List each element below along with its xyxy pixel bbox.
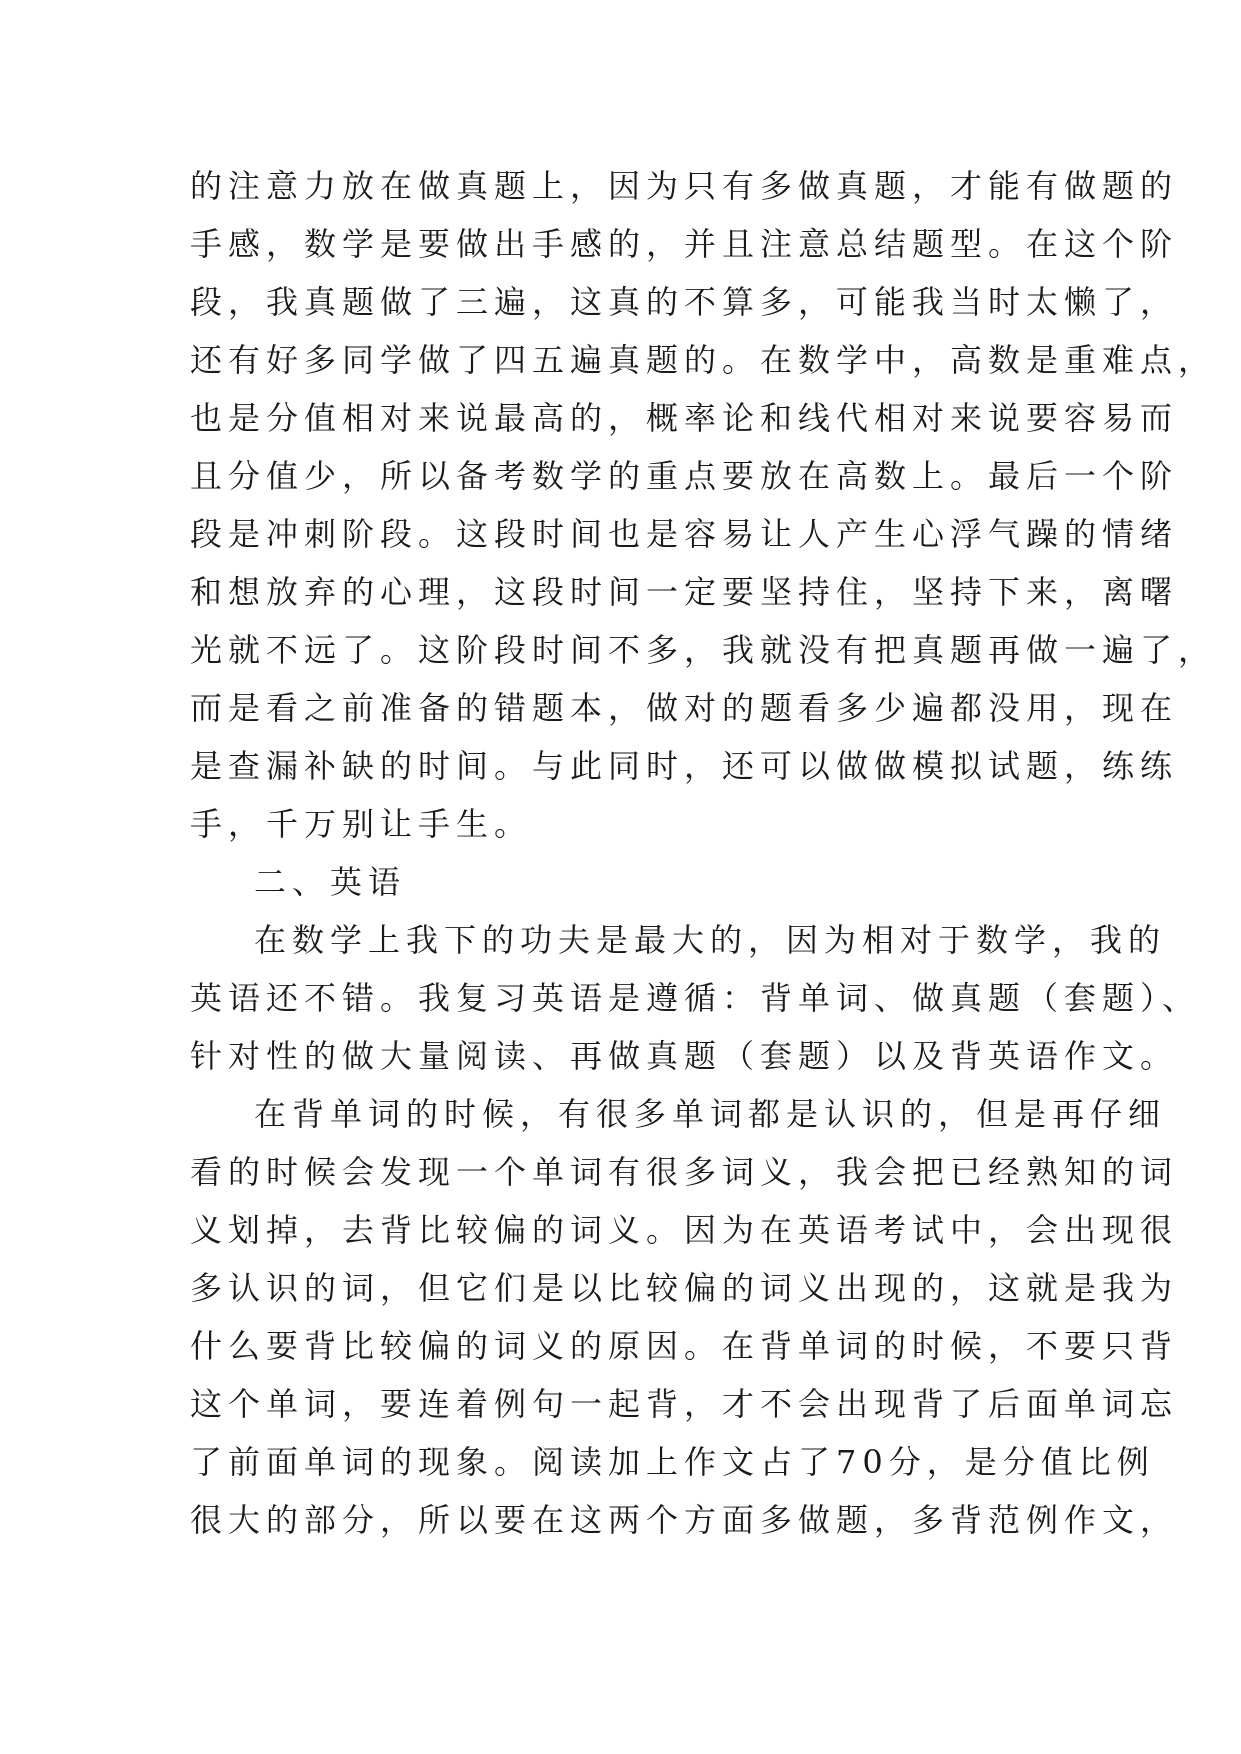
text-line: 英语还不错。我复习英语是遵循：背单词、做真题（套题）、	[190, 979, 1201, 1017]
text-line: 什么要背比较偏的词义的原因。在背单词的时候，不要只背	[190, 1327, 1179, 1365]
text-line: 和想放弃的心理，这段时间一定要坚持住，坚持下来，离曙	[190, 573, 1179, 611]
text-line: 段，我真题做了三遍，这真的不算多，可能我当时太懒了，	[190, 283, 1179, 321]
text-line: 很大的部分，所以要在这两个方面多做题，多背范例作文，	[190, 1501, 1179, 1539]
text-line: 手，千万别让手生。	[190, 805, 533, 843]
text-line: 手感，数学是要做出手感的，并且注意总结题型。在这个阶	[190, 225, 1179, 263]
text-line: 在背单词的时候，有很多单词都是认识的，但是再仔细	[254, 1095, 1167, 1133]
text-line: 的注意力放在做真题上，因为只有多做真题，才能有做题的	[190, 167, 1179, 205]
section-heading: 二、英语	[254, 863, 407, 901]
text-line: 段是冲刺阶段。这段时间也是容易让人产生心浮气躁的情绪	[190, 515, 1179, 553]
text-line: 也是分值相对来说最高的，概率论和线代相对来说要容易而	[190, 399, 1179, 437]
text-line: 多认识的词，但它们是以比较偏的词义出现的，这就是我为	[190, 1269, 1179, 1307]
text-line: 是查漏补缺的时间。与此同时，还可以做做模拟试题，练练	[190, 747, 1179, 785]
text-line: 针对性的做大量阅读、再做真题（套题）以及背英语作文。	[190, 1037, 1179, 1075]
text-line: 这个单词，要连着例句一起背，才不会出现背了后面单词忘	[190, 1385, 1179, 1423]
text-line: 光就不远了。这阶段时间不多，我就没有把真题再做一遍了，	[190, 631, 1217, 669]
text-line: 了前面单词的现象。阅读加上作文占了70分，是分值比例	[190, 1443, 1155, 1481]
text-line: 在数学上我下的功夫是最大的，因为相对于数学，我的	[254, 921, 1167, 959]
text-line: 且分值少，所以备考数学的重点要放在高数上。最后一个阶	[190, 457, 1179, 495]
text-line: 而是看之前准备的错题本，做对的题看多少遍都没用，现在	[190, 689, 1179, 727]
text-line: 看的时候会发现一个单词有很多词义，我会把已经熟知的词	[190, 1153, 1179, 1191]
text-line: 义划掉，去背比较偏的词义。因为在英语考试中，会出现很	[190, 1211, 1179, 1249]
text-line: 还有好多同学做了四五遍真题的。在数学中，高数是重难点，	[190, 341, 1217, 379]
